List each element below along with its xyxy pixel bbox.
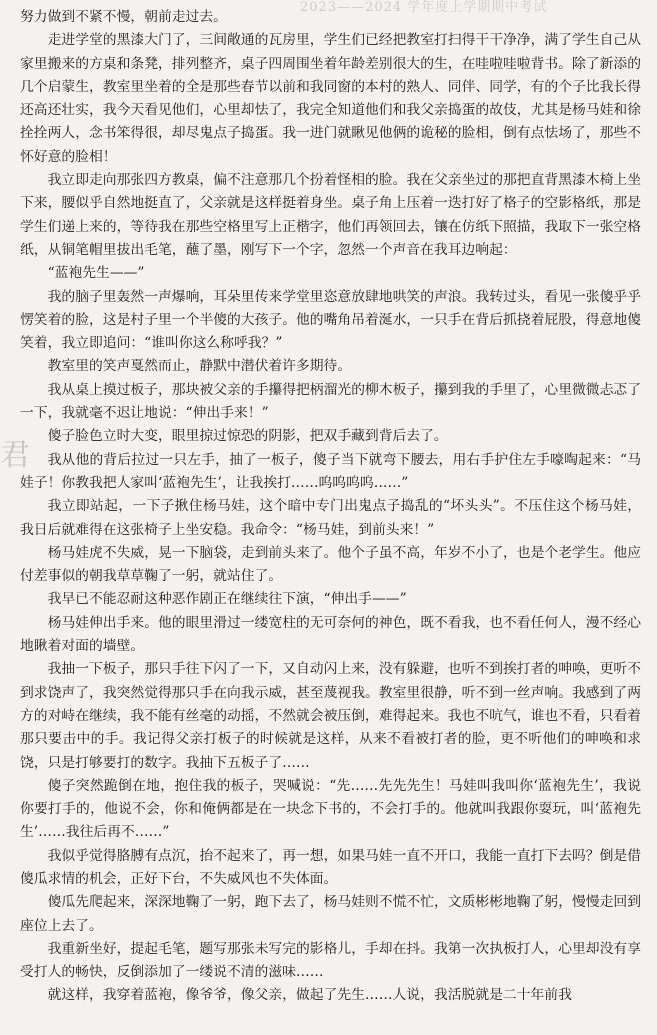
paragraph-1: 努力做到不紧不慢，朝前走过去。 [20,9,227,25]
paragraph-3: 我立即走向那张四方教桌，偏不注意那几个扮着怪相的脸。我在父亲坐过的那把直背黑漆木椅上坐下来，腰似乎自然地挺直了，父亲就是这样挺着身坐。桌子角上压着一迭打好了格子的空影格纸，那是学生们递上来的，等待我在那些空格里写上正楷字，他们再领回去，镶在仿纸下照描，我取下一张空格纸，从铜笔帽里拔出毛笔，蘸了墨，刚写下一个字，忽然一个声音在我耳边响起： [20,172,641,258]
paragraph-12: 我早已不能忍耐这种恶作剧正在继续往下演，“伸出手——” [47,591,407,608]
paragraph-13: 杨马娃伸出手来。他的眼里滑过一缕宽柱的无可奈何的神色，既不看我，也不看任何人，漫不经心地瞅着对面的墙壁。 [20,614,641,655]
watermark-glyph: 君 [0,438,30,473]
faded-header-text: 2023——2024 学年度上学期期中考试 [300,0,548,15]
paragraph-4: “蓝袍先生——” [47,265,145,282]
paragraph-16: 我似乎觉得胳膊有点沉，抬不起来了，再一想，如果马娃一直不开口，我能一直打下去吗？倒是借傻瓜求情的机会，正好下台，不失威风也不失体面。 [20,847,641,887]
paragraph-8: 傻子脸色立时大变，眼里掠过惊恐的阴影，把双手藏到背后去了。 [47,428,448,445]
paragraph-15: 傻子突然跪倒在地，抱住我的板子，哭喊说：“先……先先先生！马娃叫我叫你‘蓝袍先生’，我说你要打手的，他说不会，你和俺俩都是在一块念下书的，不会打手的。他就叫我跟你耍玩，叫‘蓝袍先生’……我往后再不……” [20,777,641,841]
paragraph-5: 我的脑子里轰然一声爆响，耳朵里传来学堂里恣意放肆地哄笑的声浪。我转过头，看见一张傻乎乎愣笑着的脸，这是村子里一个半傻的大孩子。他的嘴角吊着涎水，一只手在背后抓挠着屁股，得意地傻笑着，我立即追问：“谁叫你这么称呼我？” [20,288,641,352]
paragraph-11: 杨马娃虎不失威，晃一下脑袋，走到前头来了。他个子虽不高，年岁不小了，也是个老学生。他应付差事似的朝我草草鞠了一躬，就站住了。 [20,544,641,585]
paragraph-19: 就这样，我穿着蓝袍，像爷爷，像父亲，做起了先生……人说，我活脱就是二十年前我 [47,987,572,1004]
paragraph-7: 我从桌上摸过板子，那块被父亲的手攥得把柄溜光的柳木板子，攥到我的手里了，心里微微忐忑了一下，我就毫不迟让地说：“伸出手来！” [20,381,641,422]
paragraph-18: 我重新坐好，提起毛笔，题写那张未写完的影格儿，手却在抖。我第一次执板打人，心里却没有享受打人的畅快，反倒添加了一缕说不清的滋味…… [20,940,641,981]
paragraph-2: 走进学堂的黑漆大门了，三间敞通的瓦房里，学生们已经把教室打扫得干干净净，满了学生自己从家里搬来的方桌和条凳，排列整齐，桌子四周围坐着年龄差别很大的生，在哇啦哇啦背书。除了新添的几个启蒙生，教室里坐着的全是那些春节以前和我同窗的本村的熟人、同伴、同学，有的个子比我长得还高还壮实，我今天看见他们，心里却怯了，我完全知道他们和我父亲捣蛋的故伎，尤其是杨马娃和徐拴拴两人，念书笨得很，却尽鬼点子捣蛋。我一进门就瞅见他俩的诡秘的脸相，倒有点怯场了，那些不怀好意的脸相！ [20,32,641,165]
paragraph-14: 我抽一下板子，那只手往下闪了一下，又自动闪上来，没有躲避，也听不到挨打者的呻唤，更听不到求饶声了，我突然觉得那只手在向我示威，甚至蔑视我。教室里很静，听不到一丝声响。我感到了两方的对峙在继续，我不能有丝毫的动摇，不然就会被压倒，难得起来。我也不吭气，谁也不看，只看着那只要击中的手。我记得父亲打板子的时候就是这样，从来不看被打者的脸，更不听他们的呻唤和求饶，只是打够要打的数字。我抽下五板子了…… [20,661,641,771]
paragraph-17: 傻瓜先爬起来，深深地鞠了一躬，跑下去了，杨马娃则不慌不忙，文质彬彬地鞠了躬，慢慢走回到座位上去了。 [20,894,641,934]
paragraph-6: 教室里的笑声戛然而止，静默中潜伏着许多期待。 [47,358,352,375]
paragraph-9: 我从他的背后拉过一只左手，抽了一板子，傻子当下就弯下腰去，用右手护住左手嚎啕起来：“马娃子！你教我把人家叫‘蓝袍先生’，让我挨打……呜呜呜呜……” [20,451,641,491]
paragraph-10: 我立即站起，一下子揪住杨马娃，这个暗中专门出鬼点子捣乱的“坏头头”。不压住这个杨马娃，我日后就难得在这张椅子上坐安稳。我命令：“杨马娃，到前头来！” [20,498,641,538]
